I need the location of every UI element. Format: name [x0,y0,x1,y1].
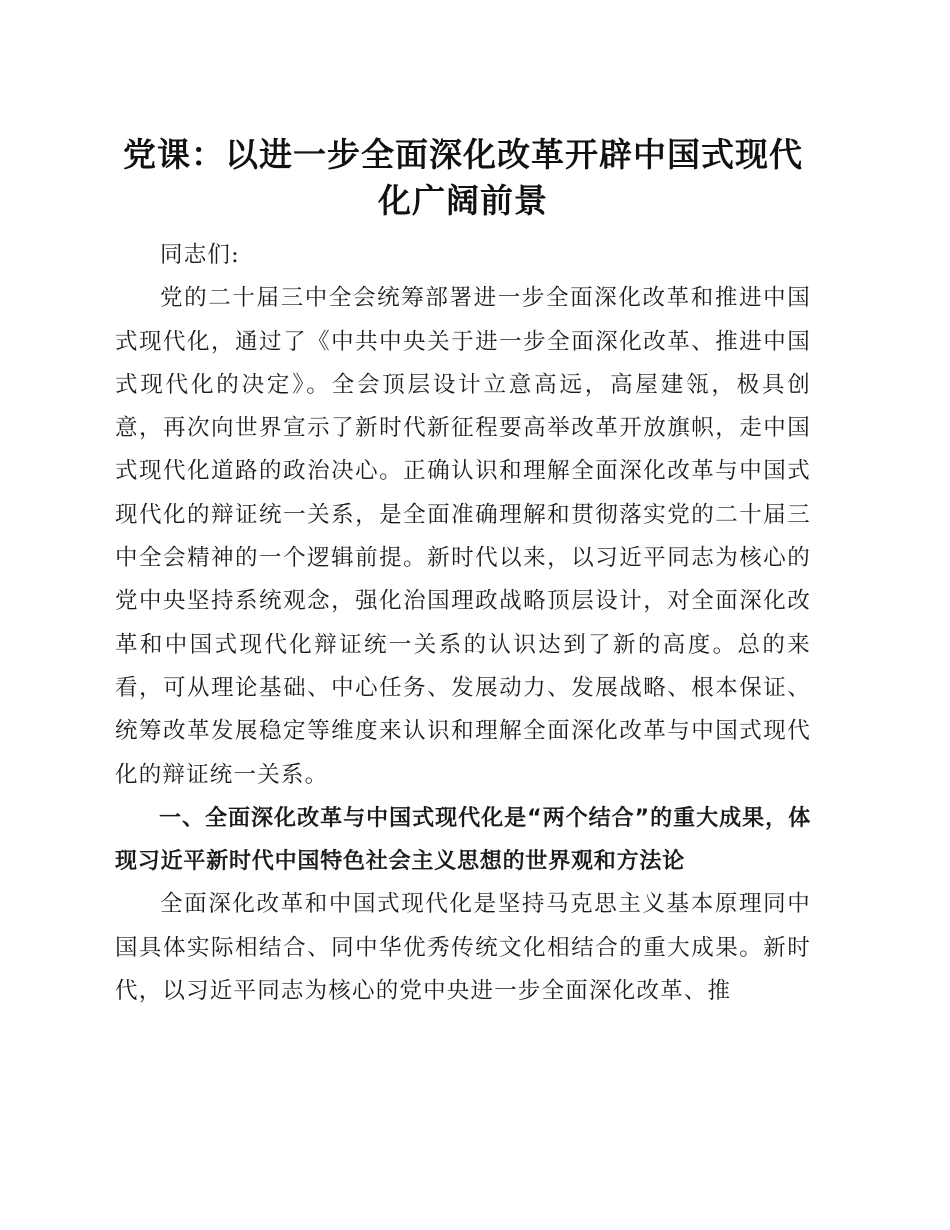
document-body [115,234,811,1013]
salutation: 同志们: [160,242,240,268]
document-page [115,132,811,1013]
document-title: 党课：以进一步全面深化改革开辟中国式现代化广阔前景 [123,135,803,220]
section-paragraph: 全面深化改革和中国式现代化是坚持马克思主义基本原理同中国具体实际相结合、同中华优秀传统文化相结合的重大成果。新时代，以习近平同志为核心的党中央进一步全面深化改革、推 [115,891,811,1005]
intro-paragraph: 党的二十届三中全会统筹部署进一步全面深化改革和推进中国式现代化，通过了《中共中央关于进一步全面深化改革、推进中国式现代化的决定》。全会顶层设计立意高远，高屋建瓴，极具创意，再次向世界宣示了新时代新征程要高举改革开放旗帜，走中国式现代化道路的政治决心。正确认识和理解全面深化改革与中国式现代化的辩证统一关系，是全面准确理解和贯彻落实党的二十届三中全会精神的一个逻辑前提。新时代以来，以习近平同志为核心的党中央坚持系统观念，强化治国理政战略顶层设计，对全面深化改革和中国式现代化辩证统一关系的认识达到了新的高度。总的来看，可从理论基础、中心任务、发展动力、发展战略、根本保证、统筹改革发展稳定等维度来认识和理解全面深化改革与中国式现代化的辩证统一关系。 [115,285,811,788]
section-heading: 一、全面深化改革与中国式现代化是“两个结合”的重大成果，体现习近平新时代中国特色社会主义思想的世界观和方法论 [115,805,811,875]
